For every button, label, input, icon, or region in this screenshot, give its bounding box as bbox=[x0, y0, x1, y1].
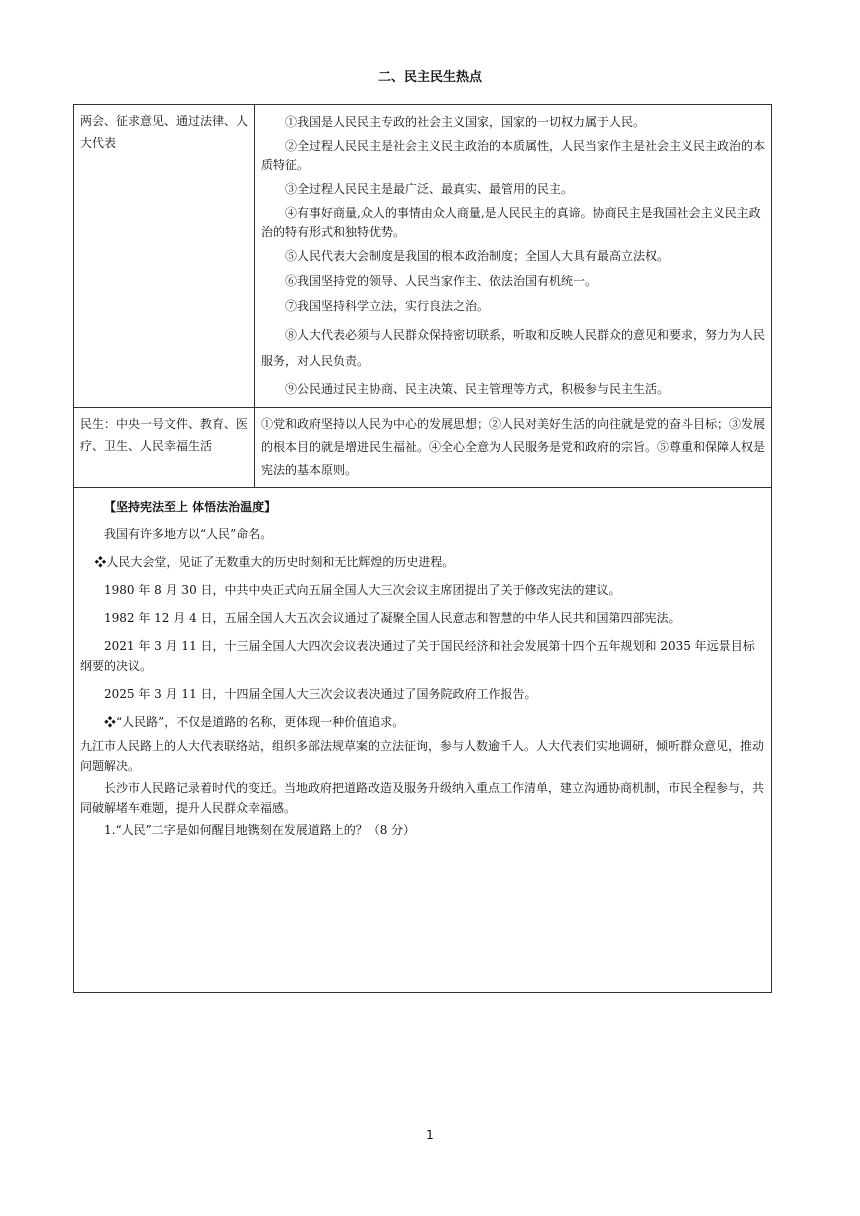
point-item: ⑨公民通过民主协商、民主决策、民主管理等方式，积极参与民主生活。 bbox=[285, 382, 670, 396]
section-title: 二、民主民生热点 bbox=[377, 70, 482, 85]
point-item: ⑥我国坚持党的领导、人民当家作主、依法治国有机统一。 bbox=[285, 274, 598, 288]
point-item: ③全过程人民民主是最广泛、最真实、最管用的民主。 bbox=[285, 182, 574, 196]
topic-cell: 两会、征求意见、通过法律、人大代表 bbox=[74, 105, 255, 408]
material-heading: 【坚持宪法至上 体悟法治温度】 bbox=[104, 500, 277, 514]
points-cell bbox=[255, 105, 772, 408]
point-item: ④有事好商量,众人的事情由众人商量,是人民民主的真谛。协商民主是我国社会主义民主政治的特有形式和独特优势。 bbox=[261, 206, 761, 239]
event-item: 1982 年 12 月 4 日，五届全国人大五次会议通过了凝聚全国人民意志和智慧的中华人民共和国第四部宪法。 bbox=[104, 611, 681, 625]
table-row bbox=[74, 408, 772, 488]
minsheng-text: ①党和政府坚持以人民为中心的发展思想；②人民对美好生活的向往就是党的奋斗目标；③发展的根本目的就是增进民生福祉。④全心全意为人民服务是党和政府的宗旨。⑤尊重和保障人权是宪法的基本原则。 bbox=[261, 417, 766, 477]
hotspot-table bbox=[73, 104, 772, 993]
material-intro: 我国有许多地方以“人民”命名。 bbox=[104, 527, 273, 541]
point-item: ②全过程人民民主是社会主义民主政治的本质属性，人民当家作主是社会主义民主政治的本质特征。 bbox=[261, 139, 766, 172]
event-item: 2021 年 3 月 11 日，十三届全国人大四次会议表决通过了关于国民经济和社会发展第十四个五年规划和 2035 年远景目标纲要的决议。 bbox=[80, 639, 755, 673]
point-item: ⑤人民代表大会制度是我国的根本政治制度；全国人大具有最高立法权。 bbox=[285, 249, 670, 263]
material-jiujiang: 九江市人民路上的人大代表联络站，组织多部法规草案的立法征询，参与人数逾千人。人大代表们实地调研，倾听群众意见，推动问题解决。 bbox=[80, 739, 765, 773]
topic-cell: 民生：中央一号文件、教育、医疗、卫生、人民幸福生活 bbox=[74, 408, 255, 488]
table-row bbox=[74, 105, 772, 408]
event-item: 1980 年 8 月 30 日，中共中央正式向五届全国人大三次会议主席团提出了关于修改宪法的建议。 bbox=[104, 583, 621, 597]
page-number: 1 bbox=[426, 1128, 434, 1142]
material-changsha: 长沙市人民路记录着时代的变迁。当地政府把道路改造及服务升级纳入重点工作清单，建立沟通协商机制，市民全程参与，共同破解堵车难题，提升人民群众幸福感。 bbox=[80, 781, 765, 815]
material-hall: ❖人民大会堂，见证了无数重大的历史时刻和无比辉煌的历史进程。 bbox=[94, 555, 455, 569]
table-row bbox=[74, 488, 772, 993]
point-item: ①我国是人民民主专政的社会主义国家，国家的一切权力属于人民。 bbox=[285, 115, 646, 129]
material-road: ❖“人民路”，不仅是道路的名称，更体现一种价值追求。 bbox=[104, 715, 405, 729]
point-item: ⑦我国坚持科学立法，实行良法之治。 bbox=[285, 299, 490, 313]
material-cell bbox=[74, 488, 772, 993]
event-item: 2025 年 3 月 11 日，十四届全国人大三次会议表决通过了国务院政府工作报告。 bbox=[104, 687, 537, 701]
point-item: ⑧人大代表必须与人民群众保持密切联系，听取和反映人民群众的意见和要求，努力为人民服务，对人民负责。 bbox=[261, 328, 766, 368]
minsheng-cell bbox=[255, 408, 772, 488]
question-text: 1.“人民”二字是如何醒目地镌刻在发展道路上的？（8 分） bbox=[104, 823, 416, 837]
